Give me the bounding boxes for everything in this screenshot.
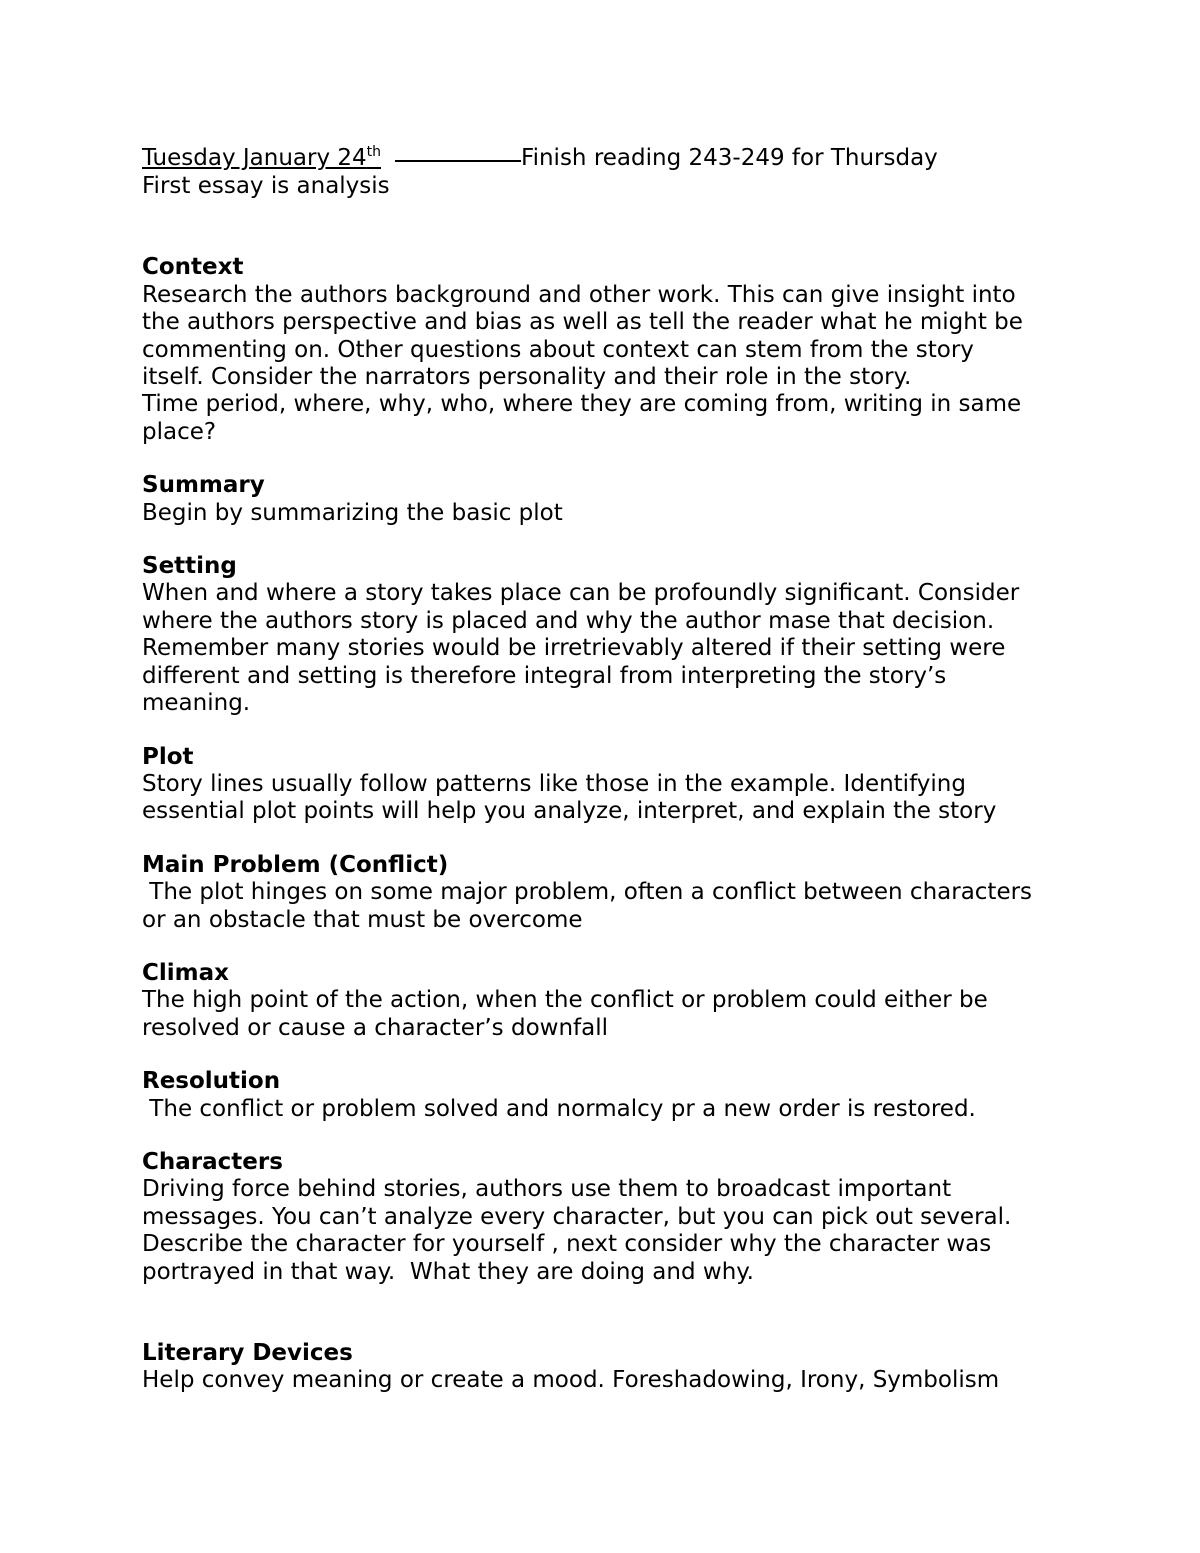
section-heading: Resolution xyxy=(142,1068,281,1095)
body-line: The high point of the action, when the conflict or problem could either be xyxy=(142,987,988,1014)
body-line: The conflict or problem solved and normalcy pr a new order is restored. xyxy=(142,1095,976,1122)
body-line: resolved or cause a character’s downfall xyxy=(142,1014,608,1041)
section-heading: Setting xyxy=(142,553,237,580)
body-line: The plot hinges on some major problem, often a conflict between characters xyxy=(142,879,1033,906)
section-setting xyxy=(142,553,1072,717)
body-line: itself. Consider the narrators personality and their role in the story. xyxy=(142,364,912,391)
header-line xyxy=(142,143,1072,173)
document-page xyxy=(142,143,1072,1395)
body-line: essential plot points will help you analyze, interpret, and explain the story xyxy=(142,798,997,825)
body-line: Story lines usually follow patterns like those in the example. Identifying xyxy=(142,770,966,797)
section-heading: Plot xyxy=(142,743,194,770)
section-heading: Context xyxy=(142,254,244,281)
section-characters xyxy=(142,1149,1072,1286)
subtitle: First essay is analysis xyxy=(142,173,390,199)
section-conflict xyxy=(142,852,1072,934)
body-line: Research the authors background and other work. This can give insight into xyxy=(142,281,1016,308)
section-heading: Characters xyxy=(142,1148,283,1175)
body-line: different and setting is therefore integral from interpreting the story’s xyxy=(142,662,947,689)
section-heading: Literary Devices xyxy=(142,1340,353,1366)
section-heading: Main Problem (Conflict) xyxy=(142,851,449,878)
body-line: Driving force behind stories, authors use them to broadcast important xyxy=(142,1176,952,1203)
body-line: portrayed in that way. What they are doing and why. xyxy=(142,1258,754,1285)
body-line: meaning. xyxy=(142,690,251,717)
section-plot xyxy=(142,744,1072,826)
section-resolution xyxy=(142,1068,1072,1123)
body-line: Remember many stories would be irretrievably altered if their setting were xyxy=(142,635,1006,662)
section-literary-devices xyxy=(142,1340,1072,1395)
body-line: where the authors story is placed and why the author mase that decision. xyxy=(142,607,995,634)
blank-underline xyxy=(395,159,521,162)
body-line: messages. You can’t analyze every character, but you can pick out several. xyxy=(142,1203,1012,1230)
body-line: Begin by summarizing the basic plot xyxy=(142,499,563,526)
section-context xyxy=(142,254,1072,446)
body-line: commenting on. Other questions about context can stem from the story xyxy=(142,336,974,363)
section-heading: Climax xyxy=(142,959,229,986)
body-line: place? xyxy=(142,418,217,445)
body-line: When and where a story takes place can be profoundly significant. Consider xyxy=(142,580,1020,607)
assignment-text: Finish reading 243-249 for Thursday xyxy=(521,145,938,171)
body-line: or an obstacle that must be overcome xyxy=(142,906,583,933)
body-line: the authors perspective and bias as well as tell the reader what he might be xyxy=(142,309,1023,336)
date-heading: Tuesday January 24th xyxy=(142,144,382,171)
body-line: Describe the character for yourself , next consider why the character was xyxy=(142,1231,992,1258)
section-climax xyxy=(142,960,1072,1042)
body-line: Help convey meaning or create a mood. Foreshadowing, Irony, Symbolism xyxy=(142,1367,1000,1394)
body-line: Time period, where, why, who, where they are coming from, writing in same xyxy=(142,391,1022,418)
section-heading: Summary xyxy=(142,472,265,499)
section-summary xyxy=(142,472,1072,527)
